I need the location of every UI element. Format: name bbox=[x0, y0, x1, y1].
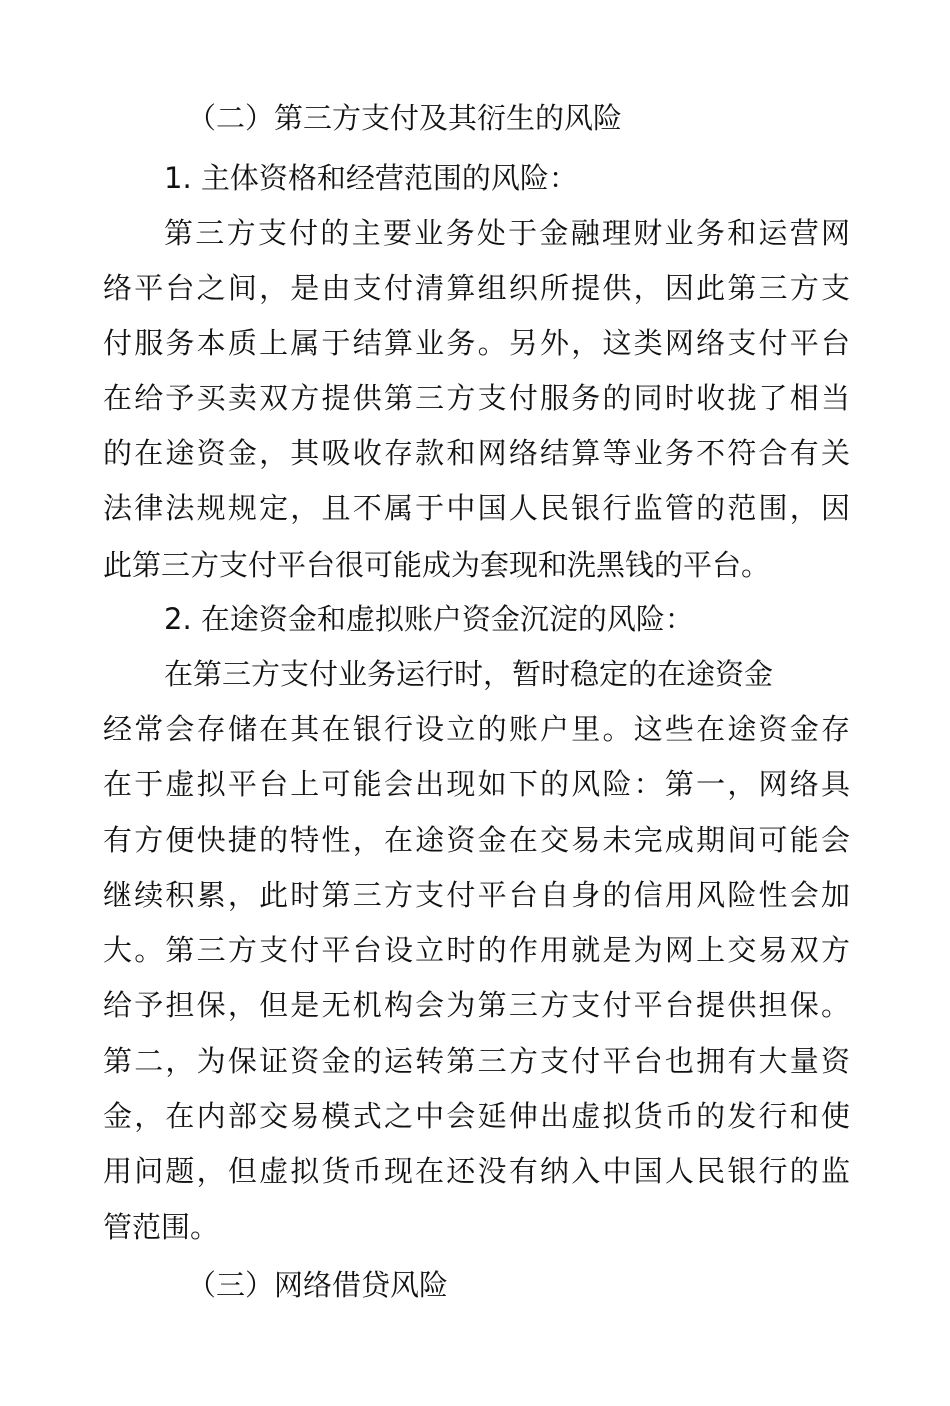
paragraph-2-line-6: 大。第三方支付平台设立时的作用就是为网上交易双方 bbox=[103, 933, 850, 967]
paragraph-1-line-3: 付服务本质上属于结算业务。另外，这类网络支付平台 bbox=[103, 326, 850, 360]
paragraph-2-line-9: 金，在内部交易模式之中会延伸出虚拟货币的发行和使 bbox=[103, 1099, 850, 1133]
paragraph-1-line-4: 在给予买卖双方提供第三方支付服务的同时收拢了相当 bbox=[103, 381, 850, 415]
paragraph-1-line-7: 此第三方支付平台很可能成为套现和洗黑钱的平台。 bbox=[103, 548, 771, 582]
paragraph-1-line-5: 的在途资金，其吸收存款和网络结算等业务不符合有关 bbox=[103, 436, 850, 470]
paragraph-2-line-2: 经常会存储在其在银行设立的账户里。这些在途资金存 bbox=[103, 712, 850, 746]
paragraph-2-line-4: 有方便快捷的特性，在途资金在交易未完成期间可能会 bbox=[103, 823, 850, 857]
paragraph-1-line-1: 第三方支付的主要业务处于金融理财业务和运营网 bbox=[164, 216, 850, 250]
paragraph-2-line-1: 在第三方支付业务运行时，暂时稳定的在途资金 bbox=[164, 657, 774, 691]
paragraph-2-line-3: 在于虚拟平台上可能会出现如下的风险：第一，网络具 bbox=[103, 767, 850, 801]
section-heading-3: （三）网络借贷风险 bbox=[187, 1268, 449, 1302]
paragraph-2-line-5: 继续积累，此时第三方支付平台自身的信用风险性会加 bbox=[103, 878, 850, 912]
subsection-heading-1: 1. 主体资格和经营范围的风险： bbox=[164, 161, 578, 195]
paragraph-2-line-10: 用问题，但虚拟货币现在还没有纳入中国人民银行的监 bbox=[103, 1154, 850, 1188]
paragraph-2-line-11: 管范围。 bbox=[103, 1210, 220, 1244]
section-heading-2: （二）第三方支付及其衍生的风险 bbox=[187, 101, 623, 135]
paragraph-2-line-8: 第二，为保证资金的运转第三方支付平台也拥有大量资 bbox=[103, 1044, 850, 1078]
paragraph-2-line-7: 给予担保，但是无机构会为第三方支付平台提供担保。 bbox=[103, 988, 850, 1022]
paragraph-1-line-2: 络平台之间，是由支付清算组织所提供，因此第三方支 bbox=[103, 271, 850, 305]
subsection-heading-2: 2. 在途资金和虚拟账户资金沉淀的风险： bbox=[164, 602, 694, 636]
paragraph-1-line-6: 法律法规规定，且不属于中国人民银行监管的范围，因 bbox=[103, 491, 850, 525]
